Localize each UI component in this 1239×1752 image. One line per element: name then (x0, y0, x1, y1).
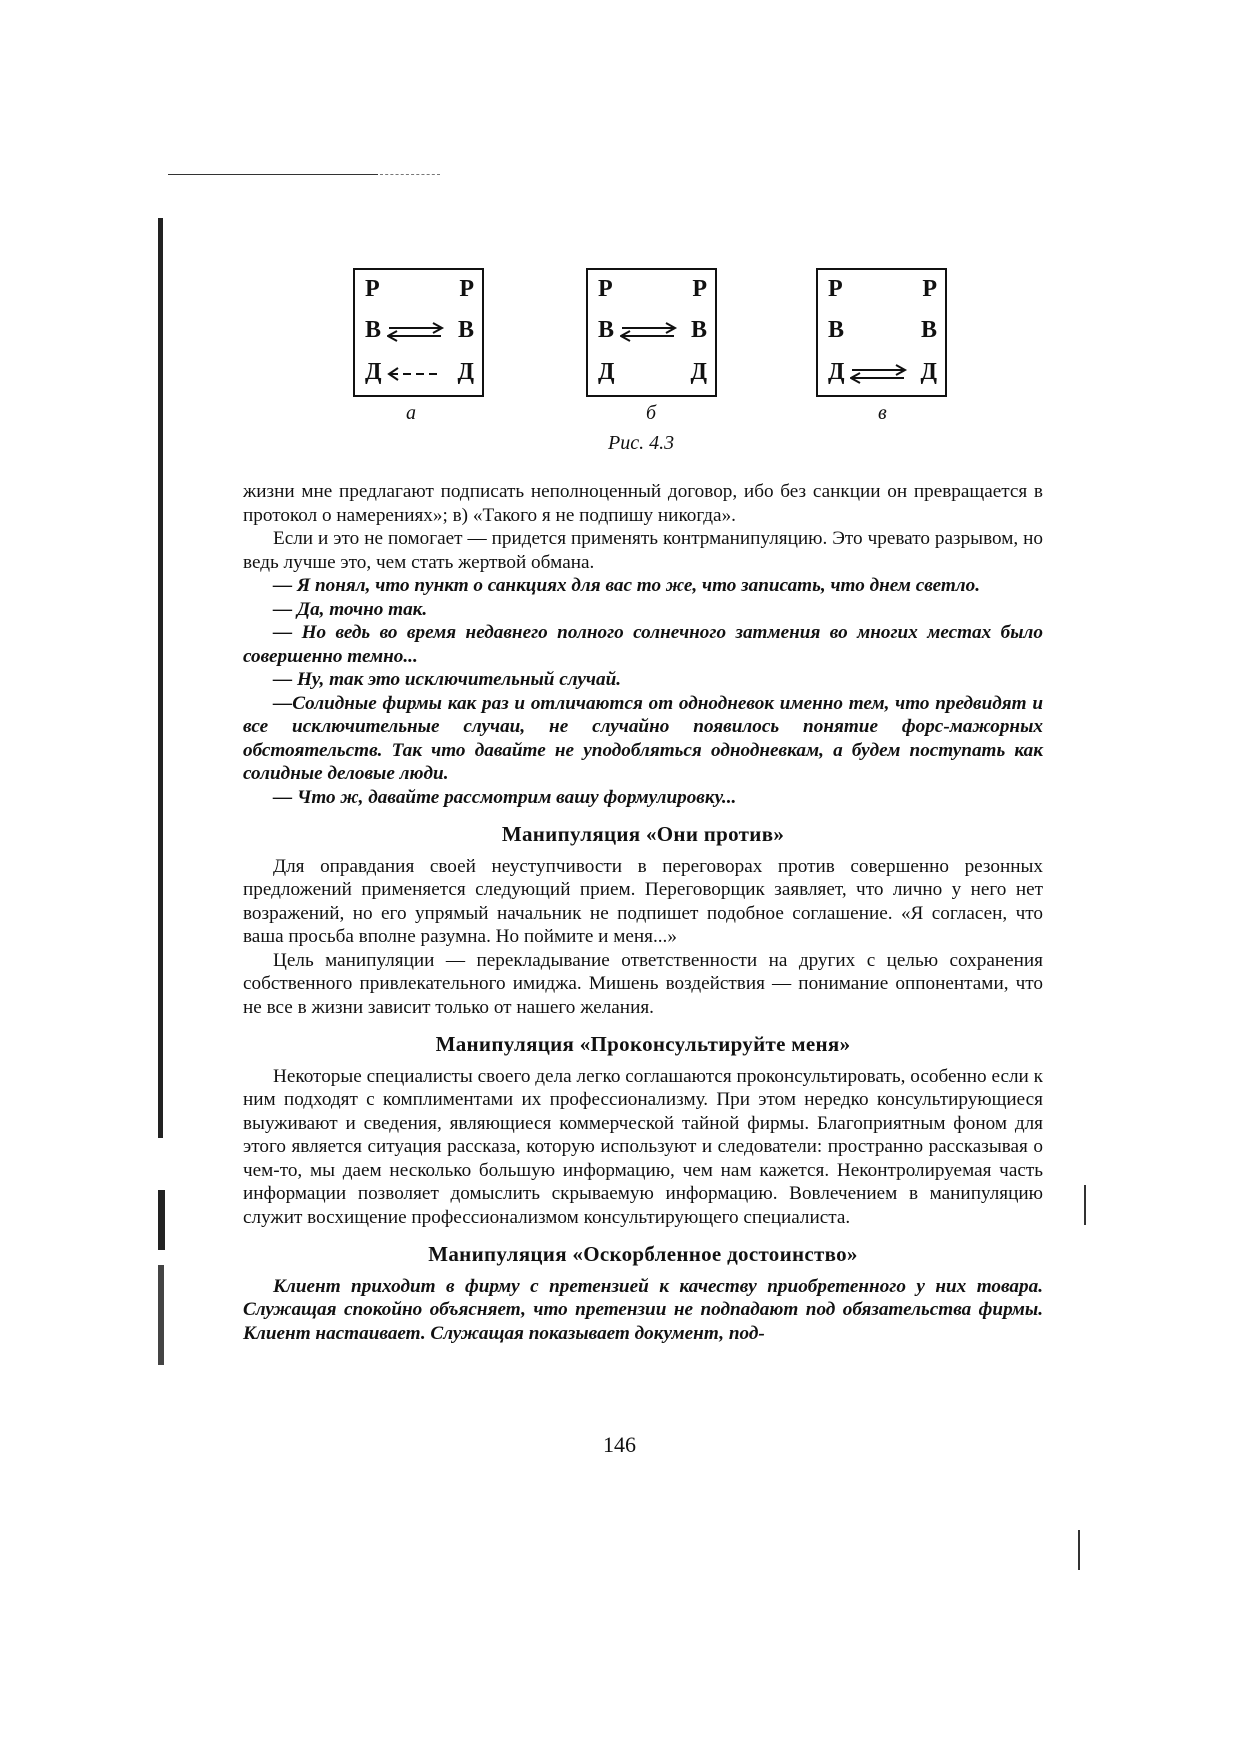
diagram-a (353, 268, 484, 397)
diagram-label-a: а (406, 402, 416, 424)
dashed-left-arrow-icon (387, 363, 445, 385)
paragraph: Клиент приходит в фирму с претензией к качеству приобретенного у них товара. Служащая спокойно объясняет, что претензии не подпадают под обязательства фирмы. Клиент настаивает. Служащая показывает документ, под- (243, 1275, 1043, 1344)
figure-4-3 (350, 268, 950, 458)
section-heading: Манипуляция «Проконсультируйте меня» (435, 1032, 851, 1056)
diagram-cell: В (828, 317, 845, 343)
scan-binding-shadow (158, 218, 163, 1138)
diagram-cell: Р (598, 276, 613, 302)
diagram-label-b: б (646, 402, 657, 424)
paragraph: Если и это не помогает — придется применять контрманипуляцию. Это чревато разрывом, но ведь лучше это, чем стать жертвой обмана. (243, 528, 1043, 573)
header-rule-dashed (380, 174, 440, 175)
diagram-v (816, 268, 947, 397)
diagram-cell: В (365, 317, 382, 343)
diagram-cell: В (598, 317, 615, 343)
diagram-cell: Д (690, 359, 707, 385)
paragraph: Для оправдания своей неуступчивости в переговорах против совершенно резонных предложений применяется следующий прием. Переговорщик заявляет, что лично у него нет возражений, но его упрямый начальник не подпишет подобное соглашение. «Я согласен, что ваша просьба вполне разумна. Но поймите и меня...» (243, 855, 1043, 947)
diagram-cell: Р (922, 276, 937, 302)
diagram-cell: Д (365, 359, 382, 385)
diagram-cell: Д (828, 359, 845, 385)
diagram-cell: В (920, 317, 937, 343)
diagram-cell: Р (828, 276, 843, 302)
body-text (243, 480, 1043, 1345)
diagram-cell: В (457, 317, 474, 343)
scan-binding-shadow (158, 1190, 165, 1250)
diagram-cell: Р (365, 276, 380, 302)
diagram-cell: Р (692, 276, 707, 302)
scan-binding-shadow (158, 1265, 164, 1365)
dialogue-line: — Что ж, давайте рассмотрим вашу формулировку... (273, 786, 737, 808)
dialogue-line: — Ну, так это исключительный случай. (273, 669, 622, 690)
double-arrow-icon (850, 363, 908, 385)
diagram-b (586, 268, 717, 397)
diagram-cell: Р (459, 276, 474, 302)
double-arrow-icon (387, 321, 445, 343)
dialogue-line: —Солидные фирмы как раз и отличаются от однодневок именно тем, что предвидят и все исключительные случаи, не случайно появилось понятие форс-мажорных обстоятельств. Так что давайте не уподобляться однодневкам, а будем поступать как солидные деловые люди. (243, 692, 1043, 784)
figure-caption: Рис. 4.3 (608, 432, 675, 454)
diagram-cell: В (690, 317, 707, 343)
diagram-cell: Д (598, 359, 615, 385)
paragraph: Некоторые специалисты своего дела легко соглашаются проконсультировать, особенно если к ним подходят с комплиментами их профессионализму. При этом нередко консультирующиеся выуживают и сведения, являющиеся коммерческой тайной фирмы. Благоприятным фоном для этого является ситуация рассказа, которую используют и следователи: пространно рассказывая о чем-то, мы даем несколько большую информацию, чем нам кажется. Неконтролируемая часть информации позволяет домыслить скрываемую информацию. Вовлечением в манипуляцию служит восхищение профессионализмом консультирующего специалиста. (243, 1065, 1043, 1228)
header-rule (168, 174, 378, 175)
scan-mark (1084, 1185, 1086, 1225)
paragraph: Цель манипуляции — перекладывание ответственности на других с целью сохранения собственного привлекательного имиджа. Мишень воздействия — понимание оппонентами, что не все в жизни зависит только от нашего желания. (243, 949, 1043, 1018)
dialogue-line: — Я понял, что пункт о санкциях для вас то же, что записать, что днем светло. (273, 575, 981, 596)
diagram-cell: Д (920, 359, 937, 385)
section-heading: Манипуляция «Они против» (501, 822, 785, 846)
dialogue-line: — Но ведь во время недавнего полного солнечного затмения во многих местах было совершенно темно... (243, 622, 1043, 667)
diagram-label-v: в (878, 402, 887, 424)
page-number: 146 (603, 1432, 636, 1457)
scan-mark (1078, 1530, 1080, 1570)
paragraph: жизни мне предлагают подписать неполноценный договор, ибо без санкции он превращается в протокол о намерениях»; в) «Такого я не подпишу никогда». (243, 481, 1043, 526)
section-heading: Манипуляция «Оскорбленное достоинство» (428, 1242, 858, 1266)
double-arrow-icon (620, 321, 678, 343)
dialogue-line: — Да, точно так. (273, 598, 428, 620)
diagram-cell: Д (457, 359, 474, 385)
